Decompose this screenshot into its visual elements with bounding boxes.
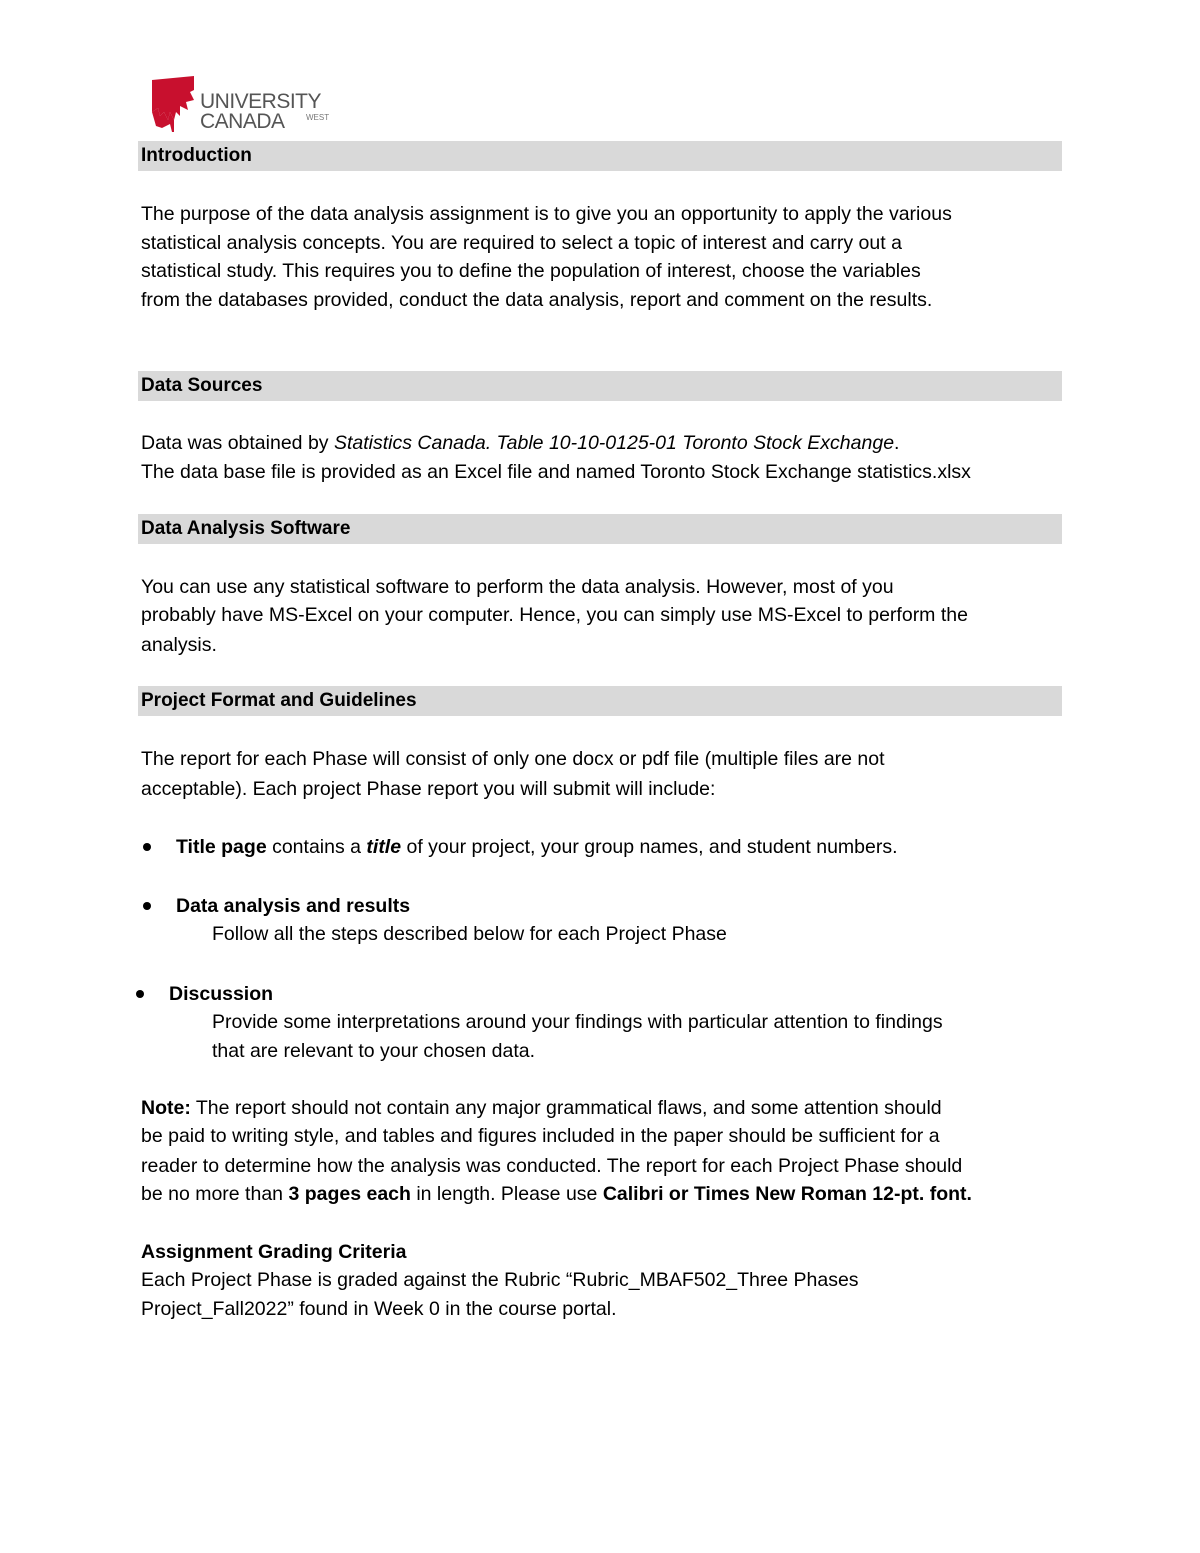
note-label: Note: bbox=[141, 1097, 191, 1119]
intro-line: from the databases provided, conduct the data analysis, report and comment on the results. bbox=[141, 289, 933, 311]
software-line: probably have MS-Excel on your computer. Hence, you can simply use MS-Excel to perform the bbox=[141, 604, 968, 626]
intro-line: statistical analysis concepts. You are required to select a topic of interest and carry out a bbox=[141, 232, 902, 254]
format-line: acceptable). Each project Phase report you will submit will include: bbox=[141, 778, 716, 800]
introduction-heading: Introduction bbox=[138, 141, 1062, 171]
logo-line-canada: CANADA bbox=[200, 110, 285, 133]
bullet-discussion-sub: that are relevant to your chosen data. bbox=[212, 1040, 536, 1062]
software-line: analysis. bbox=[141, 634, 217, 656]
intro-line: The purpose of the data analysis assignment is to give you an opportunity to apply the various bbox=[141, 203, 952, 225]
university-logo bbox=[150, 76, 350, 134]
note-line: reader to determine how the analysis was conducted. The report for each Project Phase should bbox=[141, 1155, 963, 1177]
maple-leaf-icon bbox=[150, 76, 198, 134]
bullet-icon bbox=[143, 843, 151, 851]
note-page-limit: 3 pages each bbox=[288, 1183, 411, 1205]
format-heading: Project Format and Guidelines bbox=[138, 686, 1062, 716]
note-line: be paid to writing style, and tables and figures included in the paper should be sufficient for a bbox=[141, 1125, 940, 1147]
note-line bbox=[141, 1096, 942, 1120]
note-font-requirement: Calibri or Times New Roman 12-pt. font. bbox=[602, 1183, 972, 1205]
note-text: be no more than bbox=[141, 1183, 289, 1205]
bullet-data-analysis-sub: Follow all the steps described below for each Project Phase bbox=[212, 923, 727, 945]
logo-line-university: UNIVERSITY bbox=[200, 90, 322, 113]
software-line: You can use any statistical software to perform the data analysis. However, most of you bbox=[141, 576, 894, 598]
grading-line: Project_Fall2022” found in Week 0 in the course portal. bbox=[141, 1298, 617, 1320]
data-file-line: The data base file is provided as an Excel file and named Toronto Stock Exchange statistics.xlsx bbox=[141, 461, 971, 483]
bullet-emphasis: title bbox=[366, 836, 402, 858]
bullet-discussion: Discussion bbox=[169, 983, 274, 1005]
bullet-icon bbox=[136, 990, 144, 998]
grading-heading: Assignment Grading Criteria bbox=[141, 1241, 407, 1263]
source-citation: Statistics Canada. Table 10-10-0125-01 Toronto Stock Exchange bbox=[333, 432, 895, 454]
bullet-text: contains a bbox=[266, 836, 367, 858]
grading-line: Each Project Phase is graded against the Rubric “Rubric_MBAF502_Three Phases bbox=[141, 1269, 859, 1291]
source-suffix: . bbox=[894, 432, 900, 454]
data-sources-heading: Data Sources bbox=[138, 371, 1062, 401]
note-line bbox=[141, 1182, 972, 1206]
note-text: The report should not contain any major grammatical flaws, and some attention should bbox=[190, 1097, 942, 1119]
bullet-text: of your project, your group names, and student numbers. bbox=[401, 836, 898, 858]
source-prefix: Data was obtained by bbox=[141, 432, 334, 454]
logo-line-west: WEST bbox=[306, 113, 330, 122]
note-text: in length. Please use bbox=[410, 1183, 603, 1205]
bullet-discussion-sub: Provide some interpretations around your findings with particular attention to findings bbox=[212, 1011, 943, 1033]
format-line: The report for each Phase will consist of only one docx or pdf file (multiple files are not bbox=[141, 748, 885, 770]
intro-line: statistical study. This requires you to define the population of interest, choose the variables bbox=[141, 260, 921, 282]
bullet-data-analysis: Data analysis and results bbox=[176, 895, 411, 917]
software-heading: Data Analysis Software bbox=[138, 514, 1062, 544]
bullet-title-page bbox=[176, 835, 898, 859]
bullet-icon bbox=[143, 902, 151, 910]
data-sources-line bbox=[141, 431, 899, 455]
bullet-title-page-label: Title page bbox=[176, 836, 267, 858]
